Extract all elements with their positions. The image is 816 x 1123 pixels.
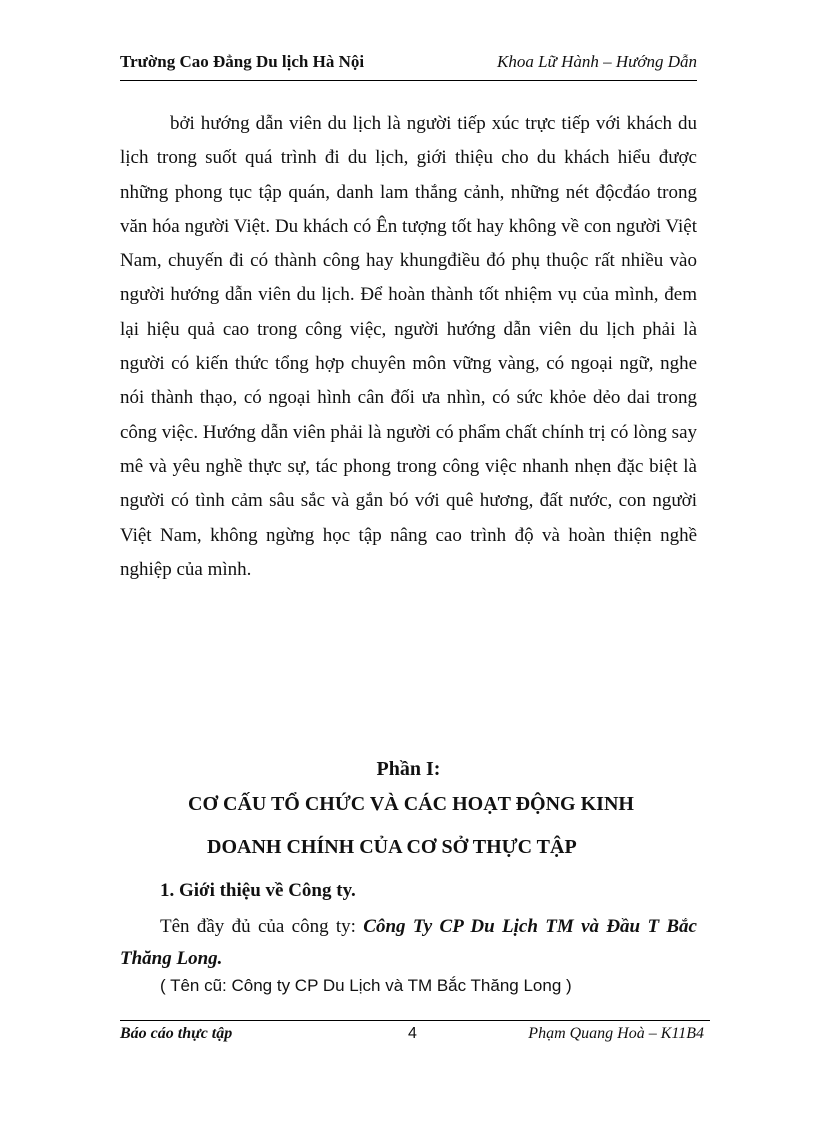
page-number: 4 [408, 1025, 417, 1042]
part-title-line-2: DOANH CHÍNH CỦA CƠ SỞ THỰC TẬP [207, 836, 577, 858]
header-department: Khoa Lữ Hành – Hướng Dẫn [497, 52, 697, 71]
part-title-line-1: CƠ CẤU TỔ CHỨC VÀ CÁC HOẠT ĐỘNG KINH [188, 793, 634, 815]
footer-author: Phạm Quang Hoà – K11B4 [528, 1025, 704, 1042]
page-header [120, 46, 697, 81]
company-fullname-label: Tên đầy đủ của công ty: [160, 916, 364, 937]
company-fullname-value: Công Ty CP Du Lịch TM và Đầu T Bắc Thăng Long. [120, 916, 697, 969]
company-fullname [120, 911, 697, 975]
section-title: 1. Giới thiệu về Công ty. [160, 880, 356, 901]
header-school-name: Trường Cao Đẳng Du lịch Hà Nội [120, 52, 365, 71]
part-number: Phần I: [376, 758, 441, 780]
page-footer [120, 1020, 710, 1051]
company-old-name: ( Tên cũ: Công ty CP Du Lịch và TM Bắc Thăng Long ) [160, 976, 572, 995]
footer-report-label: Báo cáo thực tập [120, 1025, 233, 1042]
body-paragraph: bởi hướng dẫn viên du lịch là người tiếp xúc trực tiếp với khách du lịch trong suốt quá trình đi du lịch, giới thiệu cho du khách hiểu được những phong tục tập quán, danh lam thắng cảnh, những nét độcđáo trong văn hóa người Việt. Du khách có Ên tượng tốt hay không về con người Việt Nam, chuyến đi có thành công hay khungđiều đó phụ thuộc rất nhiều vào người hướng dẫn viên du lịch. Để hoàn thành tốt nhiệm vụ của mình, đem lại hiệu quả cao trong công việc, người hướng dẫn viên du lịch phải là người có kiến thức tổng hợp chuyên môn vững vàng, có ngoại ngữ, nghe nói thành thạo, có ngoại hình cân đối ưa nhìn, có sức khỏe dẻo dai trong công việc. Hướng dẫn viên phải là người có phẩm chất chính trị có lòng say mê và yêu nghề thực sự, tác phong trong công việc nhanh nhẹn đặc biệt là người có tình cảm sâu sắc và gắn bó với quê hương, đất nước, con người Việt Nam, không ngừng học tập nâng cao trình độ và hoàn thiện nghề nghiệp của mình. [120, 113, 697, 580]
